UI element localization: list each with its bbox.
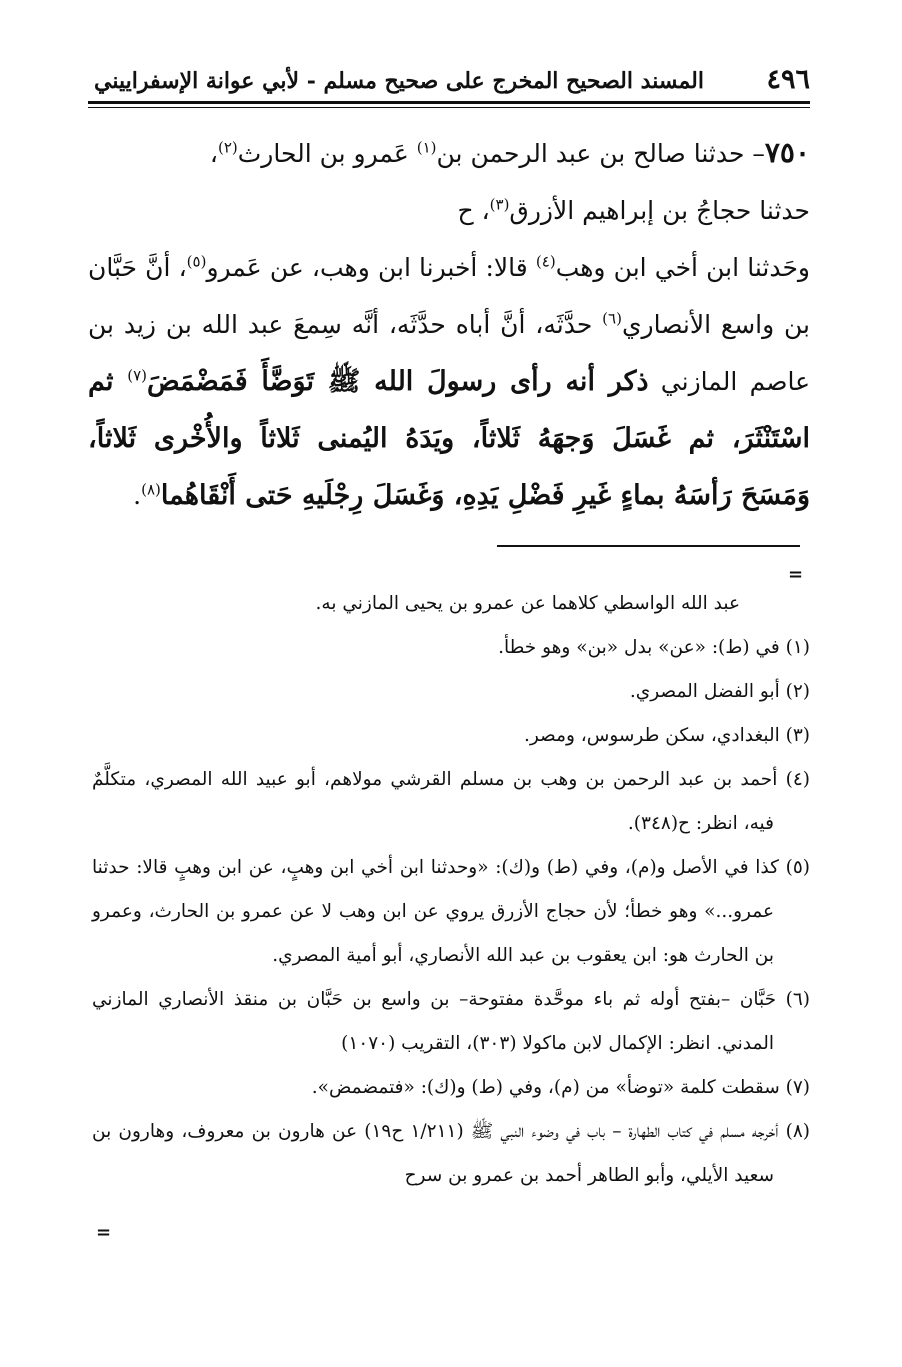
footnote-ref: (٢) — [217, 138, 238, 157]
isnad-and-matn: وحَدثنا ابن أخي ابن وهب$^{(٤)}$ قالا: أخبرنا ابن وهب، عن عَمرو$^{(٥)}$، أنَّ حَبَّان بن واسع الأنصاري$^{(٦)}$ حدَّثَه، أنَّ أباه حدَّثَه، أنَّه سِمعَ عبد الله بن زيد بن عاصم المازني ذكر أنه رأى رسولَ الله ﷺ تَوَضَّأَ فَمَضْمَضَ$^{(٧)}$ ثم اسْتَنْثَرَ، ثم غَسَلَ وَجهَهُ ثَلاثاً، ويَدَهُ اليُمنى ثَلاثاً والأُخْرى ثَلاثاً، وَمَسَحَ رَأسَهُ بماءٍ غَيرِ فَضْلِ يَدِهِ، وَغَسَلَ رِجْلَيهِ حَتى أَنْقَاهُما$^{(٨)}$. — [88, 252, 810, 511]
footnote-item: (٦) حَبَّان –بفتح أوله ثم باء موحَّدة مفتوحة– بن واسع بن حَبَّان بن منقذ الأنصاري المازني المدني. انظر: الإكمال لابن ماكولا (٣٠٣)، التقريب (١٠٧٠) — [92, 989, 810, 1054]
header-rule-thin — [88, 107, 810, 108]
footnote-item: (٣) البغدادي، سكن طرسوس، ومصر. — [523, 725, 810, 746]
page-number: ٤٩٦ — [766, 64, 810, 95]
footnote-item: (٨) أخرجه مسلم في كتاب الطهارة – باب في وضوء النبي ﷺ (١/٢١١ ح١٩) عن هارون بن معروف، وهارون بن سعيد الأيلي، وأبو الطاهر أحمد بن عمرو بن سرح — [92, 1121, 810, 1186]
running-title: المسند الصحيح المخرج على صحيح مسلم - لأبي عوانة الإسفراييني — [94, 68, 704, 94]
footnote-ref: (١) — [416, 138, 437, 157]
footnote-item: (٥) كذا في الأصل و(م)، وفي (ط) و(ك): «وحدثنا ابن أخي ابن وهبٍ، عن ابن وهبٍ قالا: حدثنا عمرو...» وهو خطأ؛ لأن حجاج الأزرق يروي عن ابن وهب لا عن عمرو بن الحارث، وعمرو بن الحارث هو: ابن يعقوب بن عبد الله الأنصاري، أبو أمية المصري. — [92, 857, 810, 966]
continuation-end-mark: = — [96, 1222, 112, 1243]
isnad-line-1: ٧٥٠– حدثنا صالح بن عبد الرحمن بن$^{(١)}$ عَمرو بن الحارث$^{(٢)}$، — [209, 136, 810, 169]
footnote-item: (٤) أحمد بن عبد الرحمن بن وهب بن مسلم القرشي مولاهم، أبو عبيد الله المصري، متكلَّمٌ فيه، انظر: ح(٣٤٨). — [92, 769, 810, 834]
footnotes — [92, 582, 810, 1198]
footnote-ref: (٣) — [489, 195, 510, 214]
header-rule-thick — [88, 101, 810, 104]
running-header — [88, 58, 810, 102]
hadith-text: ثم اسْتَنْثَرَ، ثم غَسَلَ وَجهَهُ ثَلاثاً، ويَدَهُ اليُمنى ثَلاثاً والأُخْرى ثَلاثاً، وَمَسَحَ رَأسَهُ بماءٍ غَيرِ فَضْلِ يَدِهِ، وَغَسَلَ رِجْلَيهِ حَتى أَنْقَاهُما — [88, 366, 810, 511]
footnote-ref: (٨) — [141, 480, 161, 499]
footnote-item: (٧) سقطت كلمة «توضأ» من (م)، وفي (ط) و(ك): «فتمضمض». — [311, 1077, 810, 1098]
hadith-body — [88, 124, 810, 524]
hadith-number: ٧٥٠ — [764, 136, 810, 169]
footnote-ref: (٥) — [186, 252, 207, 271]
isnad-line-2: حدثنا حجاجُ بن إبراهيم الأزرق$^{(٣)}$، ح — [457, 195, 810, 225]
continuation-mark: = — [788, 564, 804, 585]
footnote-item: (١) في (ط): «عن» بدل «بن» وهو خطأ. — [498, 637, 810, 658]
hadith-text: ذكر أنه رأى رسولَ الله ﷺ تَوَضَّأَ فَمَضْمَضَ — [147, 366, 649, 397]
footnote-ref: (٤) — [535, 252, 556, 271]
footnote-ref: (٧) — [127, 366, 148, 385]
footnote-continuation: عبد الله الواسطي كلاهما عن عمرو بن يحيى المازني به. — [315, 593, 740, 614]
footnote-separator — [497, 545, 800, 547]
footnote-item: (٢) أبو الفضل المصري. — [629, 681, 810, 702]
footnote-ref: (٦) — [602, 309, 622, 328]
